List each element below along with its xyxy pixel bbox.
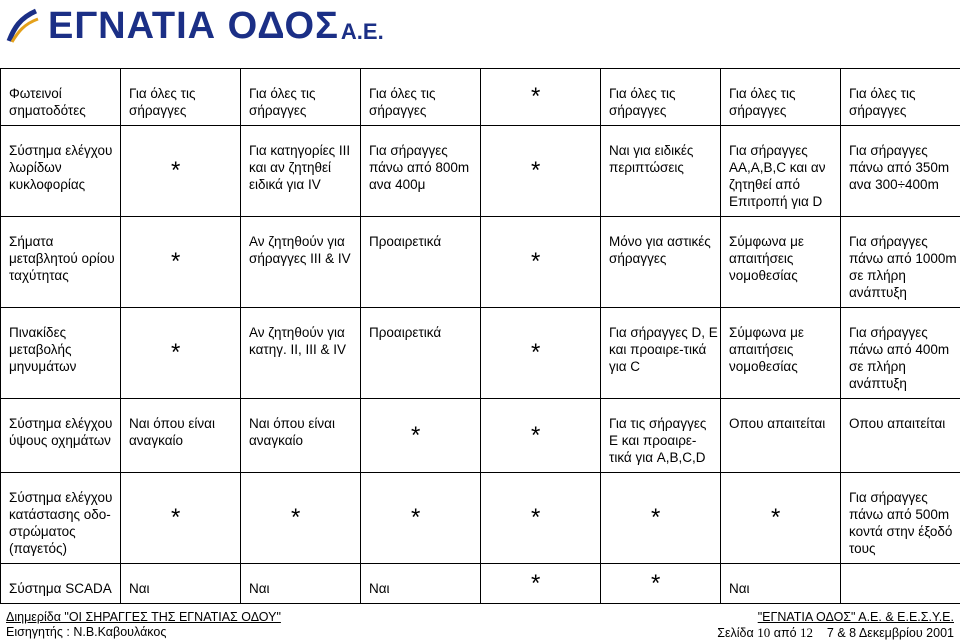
table-cell: *	[481, 217, 601, 308]
table-cell: Ναι	[241, 564, 361, 604]
table-cell: Σύμφωνα με απαιτήσεις νομοθεσίας	[721, 217, 841, 308]
table-cell: *	[481, 69, 601, 126]
footer-speaker: Εισηγητής : Ν.Β.Καβουλάκος	[6, 625, 167, 639]
table-cell: *	[601, 473, 721, 564]
logo-text: ΕΓΝΑΤΙΑ ΟΔΟΣ	[48, 5, 339, 47]
footer-date: 7 & 8 Δεκεμβρίου 2001	[826, 626, 954, 640]
logo-suffix: Α.Ε.	[340, 19, 384, 44]
table-cell: Για κατηγορίες III και αν ζητηθεί ειδικά για IV	[241, 126, 361, 217]
table-cell: Για σήραγγες πάνω από 800m ανα 400μ	[361, 126, 481, 217]
table-cell: Αν ζητηθούν για σήραγγες III & IV	[241, 217, 361, 308]
table-row	[1, 473, 960, 564]
table-cell: *	[361, 473, 481, 564]
table-cell: *	[121, 126, 241, 217]
footer-page-info	[717, 625, 954, 641]
table-cell: *	[121, 217, 241, 308]
table-cell: Ναι	[121, 564, 241, 604]
page-of: από	[773, 626, 797, 640]
table-cell: Σύμφωνα με απαιτήσεις νομοθεσίας	[721, 308, 841, 399]
table-cell: *	[481, 126, 601, 217]
table-cell: Ναι όπου είναι αναγκαίο	[121, 399, 241, 473]
egnatia-logo	[6, 4, 384, 48]
table-cell: *	[241, 473, 361, 564]
table-cell: Ναι	[721, 564, 841, 604]
table-cell: Για σήραγγες AA,A,B,C και αν ζητηθεί από Επιτροπή για D	[721, 126, 841, 217]
table-cell: Για όλες τις σήραγγες	[721, 69, 841, 126]
table-cell: Για σήραγγες πάνω από 400m σε πλήρη ανάπτυξη	[841, 308, 960, 399]
row-header-cell: Σύστημα ελέγχου κατάστασης οδο-στρώματος (παγετός)	[1, 473, 121, 564]
table-row	[1, 69, 960, 126]
egnatia-logo-icon	[6, 8, 40, 44]
row-header-cell: Φωτεινοί σηματοδότες	[1, 69, 121, 126]
footer-event-title: Διημερίδα "ΟΙ ΣΗΡΑΓΓΕΣ ΤΗΣ ΕΓΝΑΤΙΑΣ ΟΔΟΥ"	[6, 610, 281, 624]
tunnel-systems-table	[0, 68, 960, 604]
table-cell: Για σήραγγες πάνω από 350m ανα 300÷400m	[841, 126, 960, 217]
row-header-cell: Πινακίδες μεταβολής μηνυμάτων	[1, 308, 121, 399]
table-cell: Για τις σήραγγες Ε και προαιρε-τικά για A,B,C,D	[601, 399, 721, 473]
table-cell: *	[481, 564, 601, 604]
table-cell: Για όλες τις σήραγγες	[361, 69, 481, 126]
table-row	[1, 308, 960, 399]
table-cell: Μόνο για αστικές σήραγγες	[601, 217, 721, 308]
table-row	[1, 564, 960, 604]
table-cell: *	[361, 399, 481, 473]
table-cell: Οπου απαιτείται	[841, 399, 960, 473]
row-header-cell: Σύστημα ελέγχου ύψους οχημάτων	[1, 399, 121, 473]
table-cell: Για όλες τις σήραγγες	[241, 69, 361, 126]
table-cell: Οπου απαιτείται	[721, 399, 841, 473]
table-cell: Για σήραγγες D, E και προαιρε-τικά για C	[601, 308, 721, 399]
table-cell: Ναι	[361, 564, 481, 604]
table-row	[1, 126, 960, 217]
table-cell: *	[481, 399, 601, 473]
row-header-cell: Σύστημα SCADA	[1, 564, 121, 604]
table-cell: Αν ζητηθούν για κατηγ. II, III & IV	[241, 308, 361, 399]
table-cell: Για όλες τις σήραγγες	[121, 69, 241, 126]
page-number: 10	[757, 625, 771, 640]
table-row	[1, 217, 960, 308]
table-cell: Προαιρετικά	[361, 308, 481, 399]
document-footer	[6, 610, 954, 640]
page-total: 12	[800, 625, 814, 640]
row-header-cell: Σήματα μεταβλητού ορίου ταχύτητας	[1, 217, 121, 308]
table-cell: *	[121, 308, 241, 399]
footer-organizers: "ΕΓΝΑΤΙΑ ΟΔΟΣ" Α.Ε. & Ε.Ε.Σ.Υ.Ε.	[757, 610, 954, 624]
table-cell: *	[601, 564, 721, 604]
table-cell: *	[121, 473, 241, 564]
table-cell: Προαιρετικά	[361, 217, 481, 308]
table-cell: *	[481, 308, 601, 399]
table-cell: Για σήραγγες πάνω από 500m κοντά στην έξοδό τους	[841, 473, 960, 564]
table-cell: Ναι όπου είναι αναγκαίο	[241, 399, 361, 473]
table-cell: *	[721, 473, 841, 564]
table-cell: Για όλες τις σήραγγες	[841, 69, 960, 126]
table-row	[1, 399, 960, 473]
table-cell: Για όλες τις σήραγγες	[601, 69, 721, 126]
table-cell: Ναι για ειδικές περιπτώσεις	[601, 126, 721, 217]
page-word: Σελίδα	[717, 626, 754, 640]
table-cell: *	[481, 473, 601, 564]
table-cell: Για σήραγγες πάνω από 1000m σε πλήρη ανάπτυξη	[841, 217, 960, 308]
document-header	[0, 0, 960, 60]
table-cell	[841, 564, 960, 604]
row-header-cell: Σύστημα ελέγχου λωρίδων κυκλοφορίας	[1, 126, 121, 217]
